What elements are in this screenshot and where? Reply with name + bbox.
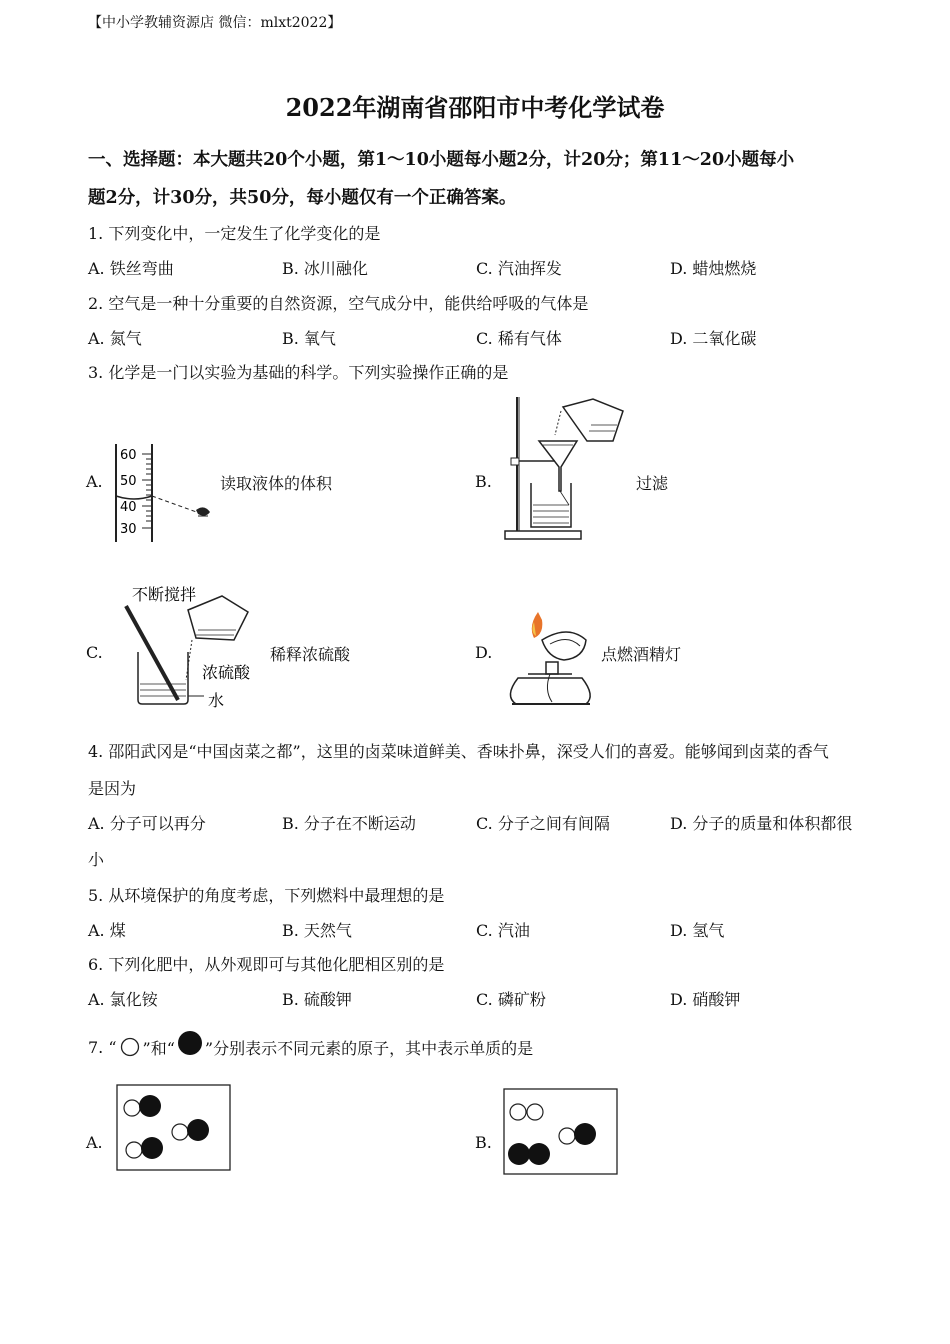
question-1-stem: 1. 下列变化中，一定发生了化学变化的是 — [88, 224, 381, 243]
q2-option-d: D. 二氧化碳 — [670, 329, 757, 348]
q5-option-c: C. 汽油 — [476, 921, 530, 940]
q3-option-b-letter: B. — [475, 472, 492, 491]
question-4-stem-line2: 是因为 — [88, 779, 137, 798]
q3-option-a-caption: 读取液体的体积 — [220, 474, 333, 493]
q1-option-b: B. 冰川融化 — [282, 259, 368, 278]
page-header: 【中小学教辅资源店 微信：mlxt2022】 — [88, 15, 342, 31]
q7-option-b-letter: B. — [475, 1133, 492, 1152]
q3-option-c-letter: C. — [86, 643, 103, 662]
alcohol-lamp-figure — [498, 604, 598, 714]
section-heading-line1: 一、选择题：本大题共20个小题，第1～10小题每小题2分，计20分；第11～20小题每小 — [88, 150, 795, 170]
q3-option-d-caption: 点燃酒精灯 — [601, 645, 682, 664]
acid-label: 浓硫酸 — [202, 663, 251, 682]
q3-option-a-letter: A. — [86, 472, 103, 491]
tick-label-40: 40 — [120, 500, 137, 515]
question-4-stem-line1: 4. 邵阳武冈是“中国卤菜之都”，这里的卤菜味道鲜美、香味扑鼻，深受人们的喜爱。能够闻到卤菜的香气 — [88, 742, 829, 761]
q1-option-d: D. 蜡烛燃烧 — [670, 259, 757, 278]
exam-title: 2022年湖南省邵阳市中考化学试卷 — [285, 93, 665, 122]
q5-option-a: A. 煤 — [88, 921, 126, 940]
q4-option-d: D. 分子的质量和体积都很 — [670, 814, 853, 833]
filtration-apparatus-figure — [503, 395, 631, 543]
q6-option-a: A. 氯化铵 — [88, 990, 158, 1009]
q2-option-b: B. 氧气 — [282, 329, 336, 348]
q5-option-d: D. 氢气 — [670, 921, 725, 940]
q7-option-a-molecule-box — [116, 1084, 232, 1172]
tick-label-60: 60 — [120, 448, 137, 463]
q3-option-b-caption: 过滤 — [636, 474, 669, 493]
question-3-stem: 3. 化学是一门以实验为基础的科学。下列实验操作正确的是 — [88, 363, 509, 382]
question-5-stem: 5. 从环境保护的角度考虑，下列燃料中最理想的是 — [88, 886, 445, 905]
stir-label: 不断搅拌 — [132, 585, 197, 604]
tick-label-30: 30 — [120, 522, 137, 537]
q5-option-b: B. 天然气 — [282, 921, 352, 940]
q4-option-b: B. 分子在不断运动 — [282, 814, 416, 833]
q1-option-a: A. 铁丝弯曲 — [88, 259, 174, 278]
white-atom-icon — [119, 1036, 141, 1058]
q2-option-c: C. 稀有气体 — [476, 329, 562, 348]
q7-stem-part2: ”和“ — [142, 1038, 175, 1058]
q6-option-c: C. 磷矿粉 — [476, 990, 546, 1009]
q7-stem-part3: ”分别表示不同元素的原子，其中表示单质的是 — [204, 1038, 534, 1058]
question-2-stem: 2. 空气是一种十分重要的自然资源，空气成分中，能供给呼吸的气体是 — [88, 294, 589, 313]
black-atom-icon — [177, 1030, 203, 1056]
q6-option-b: B. 硫酸钾 — [282, 990, 352, 1009]
q4-option-a: A. 分子可以再分 — [88, 814, 206, 833]
q1-option-c: C. 汽油挥发 — [476, 259, 562, 278]
q2-option-a: A. 氮气 — [88, 329, 142, 348]
water-label: 水 — [208, 691, 225, 710]
q3-option-c-caption: 稀释浓硫酸 — [270, 645, 351, 664]
tick-label-50: 50 — [120, 474, 137, 489]
graduated-cylinder-figure — [112, 440, 222, 546]
q7-option-a-letter: A. — [86, 1133, 103, 1152]
question-7-stem — [88, 1034, 533, 1060]
q4-option-d-wrap: 小 — [88, 850, 105, 869]
q3-option-d-letter: D. — [475, 643, 493, 662]
q7-option-b-molecule-box — [503, 1088, 619, 1176]
q6-option-d: D. 硝酸钾 — [670, 990, 741, 1009]
dilution-figure — [112, 582, 262, 712]
q4-option-c: C. 分子之间有间隔 — [476, 814, 610, 833]
question-6-stem: 6. 下列化肥中，从外观即可与其他化肥相区别的是 — [88, 955, 445, 974]
section-heading-line2: 题2分，计30分，共50分，每小题仅有一个正确答案。 — [88, 188, 517, 208]
q7-stem-part1: 7. “ — [88, 1037, 117, 1057]
